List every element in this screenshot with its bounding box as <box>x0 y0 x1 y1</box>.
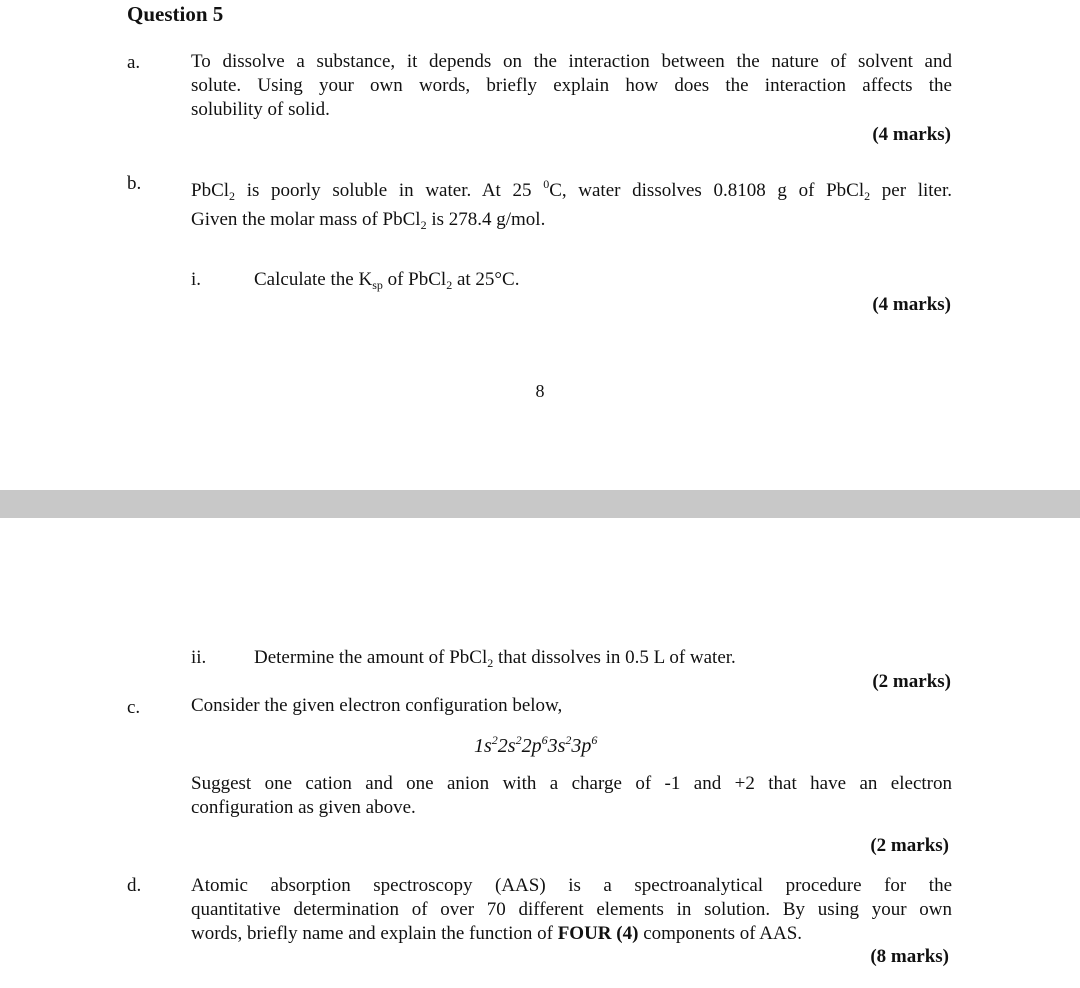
part-d-marks: (8 marks) <box>870 946 949 967</box>
part-d-label: d. <box>127 875 142 896</box>
part-c-line-1: Suggest one cation and one anion with a charge of -1 and +2 that have an electron <box>191 773 952 794</box>
part-a-line-3: solubility of solid. <box>191 99 330 120</box>
part-b-i-text: Calculate the $K_{sp}$ of PbCl$_2$ at 25°C. <box>254 269 520 292</box>
part-b-ii-label: ii. <box>191 647 207 668</box>
part-b-i-label: i. <box>191 269 202 290</box>
part-a-line-1: To dissolve a substance, it depends on the interaction between the nature of solvent and <box>191 51 952 72</box>
page-divider <box>0 490 1080 518</box>
part-b-text <box>191 172 952 237</box>
part-c-marks: (2 marks) <box>870 835 949 856</box>
part-d-line-2: quantitative determination of over 70 different elements in solution. By using your own <box>191 899 952 920</box>
part-a-line-2: solute. Using your own words, briefly explain how does the interaction affects the <box>191 75 952 96</box>
part-c-text <box>191 772 952 820</box>
part-c-line-2: configuration as given above. <box>191 797 416 818</box>
part-d-line-1: Atomic absorption spectroscopy (AAS) is a spectroanalytical procedure for the <box>191 875 952 896</box>
part-b-ii-marks: (2 marks) <box>872 671 951 692</box>
part-a-marks: (4 marks) <box>872 124 951 145</box>
part-d-text <box>191 874 952 946</box>
question-title: Question 5 <box>127 2 224 26</box>
electron-configuration: $1s^22s^22p^63s^23p^6$ <box>474 733 598 757</box>
part-d-line-3: words, briefly name and explain the function of FOUR (4) components of AAS. <box>191 923 803 944</box>
part-c-intro: Consider the given electron configuration below, <box>191 695 563 716</box>
part-a-label: a. <box>127 52 141 73</box>
part-b-line-1: PbCl$_2$ is poorly soluble in water. At 25 $^0$C, water dissolves 0.8108 g of PbCl$_2$ per liter. <box>191 177 952 203</box>
part-b-label: b. <box>127 173 142 194</box>
part-b-i-marks: (4 marks) <box>872 294 951 315</box>
part-b-line-2: Given the molar mass of PbCl$_2$ is 278.4 g/mol. <box>191 209 546 232</box>
part-c-label: c. <box>127 697 141 718</box>
part-b-ii-text: Determine the amount of PbCl$_2$ that dissolves in 0.5 L of water. <box>254 647 736 670</box>
page-number: 8 <box>535 381 545 401</box>
part-a-text <box>191 50 952 122</box>
